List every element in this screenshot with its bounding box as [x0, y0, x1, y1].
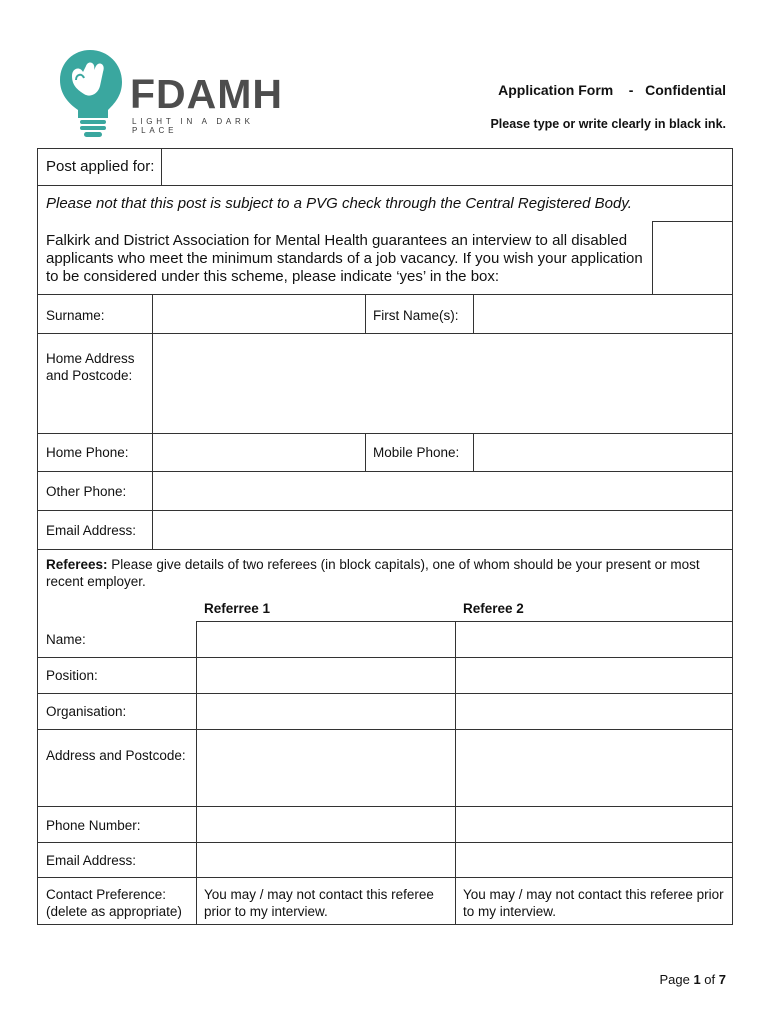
- fdamh-logo: [50, 46, 290, 138]
- referee-2-organisation-input[interactable]: [456, 694, 733, 729]
- referee-name-label: Name:: [46, 632, 86, 647]
- first-names-input[interactable]: [474, 294, 733, 333]
- home-phone-label: Home Phone:: [46, 445, 129, 460]
- mobile-phone-input[interactable]: [474, 433, 733, 471]
- other-phone-input[interactable]: [153, 471, 733, 510]
- email-label: Email Address:: [46, 523, 137, 538]
- page-of: of: [700, 972, 719, 987]
- page-number: [659, 972, 726, 987]
- referee-phone-label: Phone Number:: [46, 818, 141, 833]
- referee-1-position-input[interactable]: [197, 658, 455, 693]
- mobile-phone-label: Mobile Phone:: [373, 445, 460, 460]
- brand-tagline: LIGHT IN A DARK PLACE: [132, 117, 254, 135]
- referee-1-organisation-input[interactable]: [197, 694, 455, 729]
- brand-name: FDAMH: [130, 71, 284, 117]
- referee-1-address-input[interactable]: [197, 730, 455, 806]
- lightbulb-head-icon: [50, 46, 128, 138]
- first-names-label: First Name(s):: [373, 308, 459, 323]
- page-total: 7: [718, 972, 726, 987]
- referee-2-header: Referee 2: [463, 601, 524, 616]
- post-applied-label: Post applied for:: [46, 158, 155, 175]
- referee-address-label: Address and Postcode:: [46, 748, 186, 763]
- contact-preference-label: Contact Preference: (delete as appropriate): [46, 887, 182, 919]
- form-instruction: Please type or write clearly in black ink.: [490, 117, 726, 131]
- disability-guarantee-text: Falkirk and District Association for Mental Health guarantees an interview to all disabled applicants who meet the minimum standards of a job vacancy. If you wish your application to be considered under this scheme, please indicate ‘yes’ in the box:: [46, 232, 643, 285]
- referee-2-address-input[interactable]: [456, 730, 733, 806]
- referee-2-email-input[interactable]: [456, 843, 733, 877]
- pvg-notice: Please not that this post is subject to a PVG check through the Central Registered Body.: [46, 195, 632, 212]
- surname-input[interactable]: [153, 294, 365, 333]
- surname-label: Surname:: [46, 308, 105, 323]
- referee-organisation-label: Organisation:: [46, 704, 127, 719]
- home-address-input[interactable]: [153, 334, 733, 433]
- referee-1-contact-preference[interactable]: You may / may not contact this referee prior to my interview.: [204, 887, 434, 919]
- referee-1-name-input[interactable]: [197, 622, 455, 657]
- disability-scheme-checkbox[interactable]: [653, 222, 733, 294]
- page-prefix: Page: [659, 972, 694, 987]
- other-phone-label: Other Phone:: [46, 484, 127, 499]
- referees-intro-heading: Referees:: [46, 557, 108, 572]
- email-input[interactable]: [153, 510, 733, 549]
- referee-position-label: Position:: [46, 668, 98, 683]
- referee-2-position-input[interactable]: [456, 658, 733, 693]
- form-title: Application Form - Confidential: [498, 82, 726, 98]
- referee-1-header: Referree 1: [204, 601, 271, 616]
- home-phone-input[interactable]: [153, 433, 365, 471]
- home-address-label: Home Address and Postcode:: [46, 351, 135, 383]
- referee-2-phone-input[interactable]: [456, 807, 733, 842]
- referee-2-name-input[interactable]: [456, 622, 733, 657]
- page-current: 1: [693, 972, 701, 987]
- referees-intro-text: Please give details of two referees (in block capitals), one of whom should be your present or most recent employer.: [46, 557, 700, 589]
- referees-intro: [46, 556, 730, 590]
- application-form: [37, 148, 733, 925]
- referee-1-email-input[interactable]: [197, 843, 455, 877]
- referee-1-phone-input[interactable]: [197, 807, 455, 842]
- referee-email-label: Email Address:: [46, 853, 137, 868]
- post-applied-input[interactable]: [162, 149, 733, 185]
- referee-2-contact-preference[interactable]: You may / may not contact this referee prior to my interview.: [463, 887, 724, 919]
